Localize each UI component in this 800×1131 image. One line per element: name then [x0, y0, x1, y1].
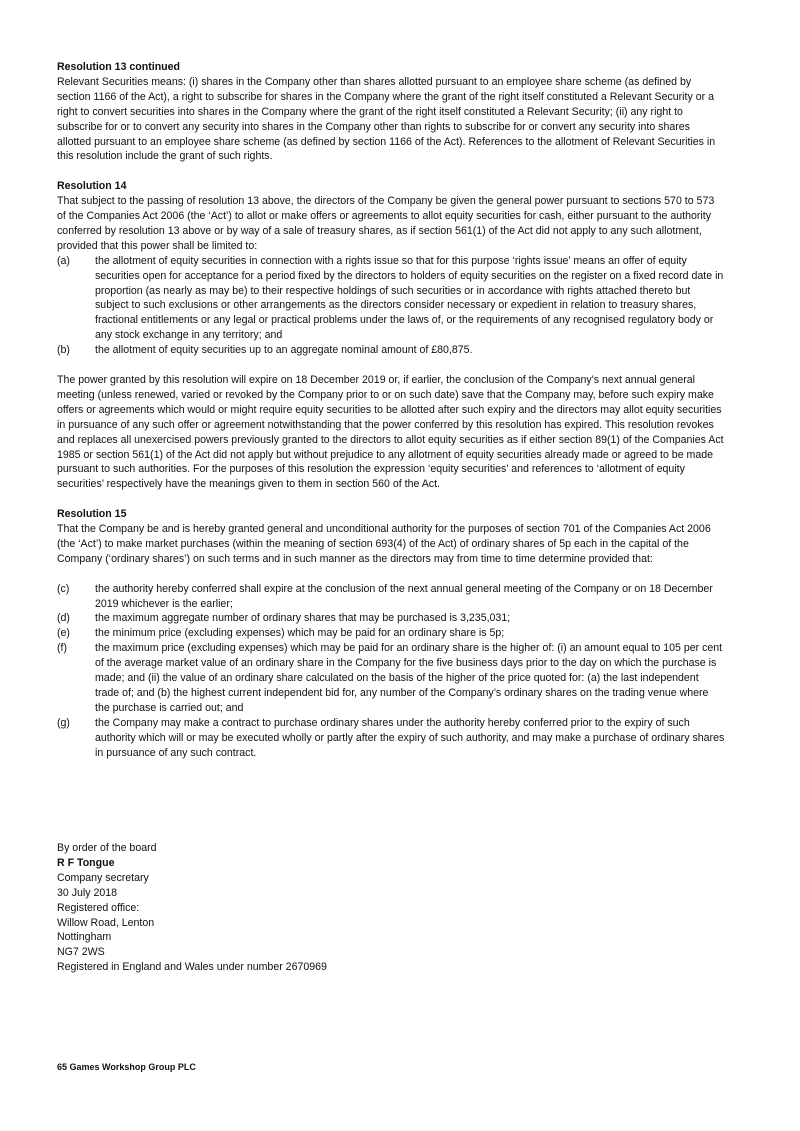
resolution-15-intro: That the Company be and is hereby granted general and unconditional authority for the purposes of section 701 of the Companies Act 2006 (the ‘Act’) to make market purchases (within the meaning of section 693(4) of the Act) of ordinary shares of 5p each in the capital of the Company (‘ordinary shares’) on such terms and in such manner as the directors may from time to time determine provided that: — [57, 523, 711, 565]
registered-office-label: Registered office: — [57, 901, 140, 914]
item-marker: (f) — [57, 642, 67, 655]
resolution-15-section — [57, 507, 725, 760]
item-marker: (c) — [57, 582, 70, 595]
item-marker: (a) — [57, 254, 70, 267]
resolution-14-intro: That subject to the passing of resolution 13 above, the directors of the Company be given the general power pursuant to sections 570 to 573 of the Companies Act 2006 (the ‘Act’) to allot or make offers or agreements to allot equity securities for cash, either pursuant to the authority conferred by resolution 13 above or by way of a sale of treasury shares, as if section 561(1) of the Act did not apply to any such allotment, provided that this power shall be limited to: — [57, 195, 715, 252]
list-item — [57, 611, 725, 626]
resolution-13-section — [57, 60, 725, 164]
signature-block — [57, 841, 327, 975]
registration-number: Registered in England and Wales under number 2670969 — [57, 961, 327, 974]
list-item — [57, 343, 725, 358]
list-item — [57, 254, 725, 343]
resolution-13-text: Relevant Securities means: (i) shares in the Company other than shares allotted pursuant to an employee share scheme (as defined by section 1166 of the Act), a right to subscribe for shares in the Company where the grant of the right itself constituted a Relevant Security or a right to convert securities into shares in the Company where the grant of the right itself constituted a Relevant Security; (ii) any right to subscribe for or to convert any security into shares in the Company other than rights to subscribe for or convert any security into shares allotted pursuant to an employee share scheme (as defined by section 1166 of the Act). References to the allotment of Relevant Securities in this resolution include the grant of such rights. — [57, 75, 716, 163]
address-line-2: Nottingham — [57, 931, 112, 944]
item-text: the minimum price (excluding expenses) which may be paid for an ordinary share is 5p; — [95, 627, 505, 640]
item-text: the allotment of equity securities in connection with a rights issue so that for this purpose ‘rights issue’ means an offer of equity securities open for acceptance for a period fixed by the directors to holders of equity securities on the register on a fixed record date in proportion (as nearly as may be) to their respective holdings of such securities or in accordance with rights attached thereto but subject to such exclusions or other arrangements as the directors consider necessary or expedient in relation to treasury shares, fractional entitlements or any legal or practical problems under the laws of, or the requirements of any recognised regulatory body or any stock exchange in any territory; and — [95, 254, 724, 342]
item-text: the Company may make a contract to purchase ordinary shares under the authority hereby conferred prior to the expiry of such authority which will or may be executed wholly or partly after the expiry of such authority, and may make a purchase of ordinary shares in pursuance of any such contract. — [95, 716, 725, 759]
list-item — [57, 641, 725, 716]
signatory-name: R F Tongue — [57, 856, 115, 869]
spacer — [57, 567, 725, 582]
page-footer: 65 Games Workshop Group PLC — [57, 1062, 196, 1072]
resolution-14-heading: Resolution 14 — [57, 180, 127, 193]
item-marker: (g) — [57, 716, 70, 729]
item-marker: (b) — [57, 344, 70, 357]
resolution-14-closing-section — [57, 373, 725, 492]
item-marker: (e) — [57, 627, 70, 640]
resolution-14-section — [57, 179, 725, 358]
signature-date: 30 July 2018 — [57, 886, 118, 899]
list-item — [57, 626, 725, 641]
item-text: the maximum price (excluding expenses) which may be paid for an ordinary share is the higher of: (i) an amount equal to 105 per cent of the average market value of an ordinary share in the Company for the five business days prior to the day on which the purchase is made; and (ii) the value of an ordinary share calculated on the basis of the higher of the price quoted for: (a) the last independent trade of; and (b) the highest current independent bid for, any number of the Company’s ordinary shares on the trading venue where the purchase is carried out; and — [95, 642, 723, 714]
list-item — [57, 582, 725, 612]
item-text: the allotment of equity securities up to an aggregate nominal amount of £80,875. — [95, 344, 473, 357]
item-text: the maximum aggregate number of ordinary shares that may be purchased is 3,235,031; — [95, 612, 511, 625]
signatory-role: Company secretary — [57, 871, 149, 884]
list-item — [57, 716, 725, 761]
resolution-13-heading: Resolution 13 continued — [57, 61, 181, 73]
signature-order: By order of the board — [57, 842, 157, 854]
address-postcode: NG7 2WS — [57, 946, 105, 959]
address-line-1: Willow Road, Lenton — [57, 916, 155, 929]
item-marker: (d) — [57, 612, 70, 625]
document-body — [57, 60, 725, 761]
item-text: the authority hereby conferred shall expire at the conclusion of the next annual general meeting of the Company or on 18 December 2019 whichever is the earlier; — [95, 582, 713, 610]
resolution-15-heading: Resolution 15 — [57, 508, 127, 521]
resolution-14-closing: The power granted by this resolution will expire on 18 December 2019 or, if earlier, the conclusion of the Company's next annual general meeting (unless renewed, varied or revoked by the Company prior to or on such date) save that the Company may, before such expiry make offers or agreements which would or might require equity securities to be allotted after such expiry and the directors may allot equity securities in pursuance of any such offer or agreement notwithstanding that the power conferred by this resolution has expired. This resolution revokes and replaces all unexercised powers previously granted to the directors to allot equity securities as if either section 89(1) of the Companies Act 1985 or section 561(1) of the Act did not apply but without prejudice to any allotment of equity securities already made or agreed to be made pursuant to such authorities. For the purposes of this resolution the expression ‘equity securities’ and references to ‘allotment of equity securities’ respectively have the meanings given to them in section 560 of the Act. — [57, 374, 724, 491]
